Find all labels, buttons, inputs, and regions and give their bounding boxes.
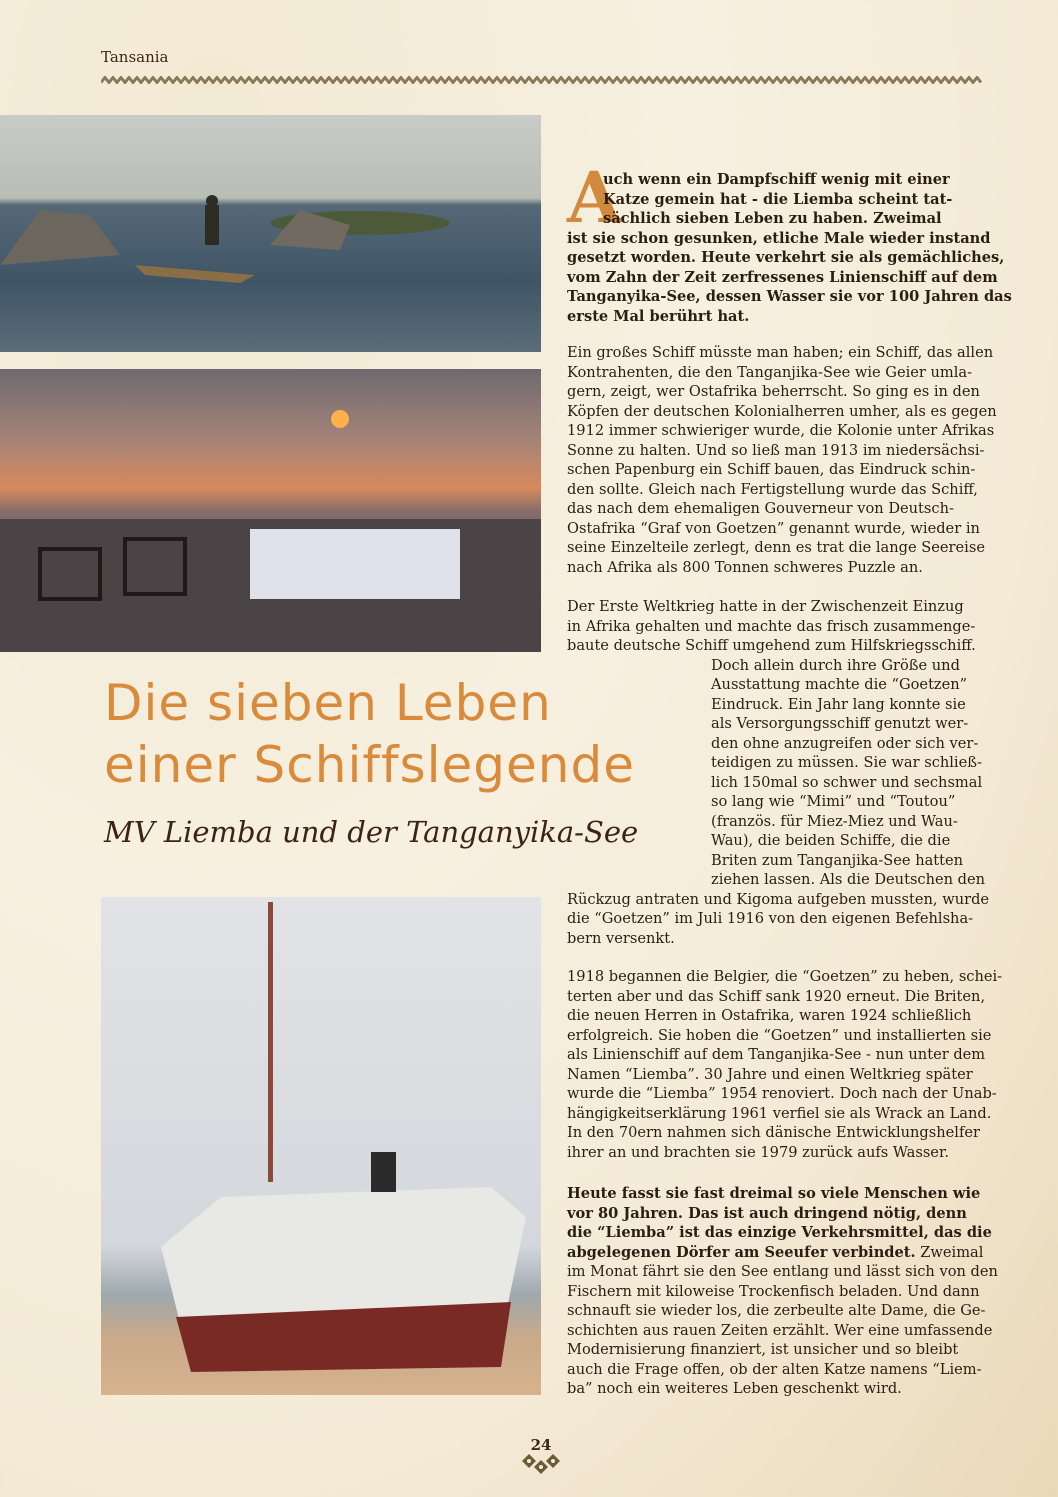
text-line: Briten zum Tanganjika-See hatten (711, 851, 964, 869)
text-line: bern versenkt. (567, 929, 675, 947)
body-paragraph-3 (567, 967, 1003, 1162)
text-line: als Versorgungsschiff genutzt wer- (711, 715, 969, 732)
text-line: vom Zahn der Zeit zerfressenes Linienschiff auf dem (567, 268, 998, 286)
page-number: 24 (530, 1436, 552, 1454)
text-line: erfolgreich. Sie hoben die “Goetzen” und installierten sie (567, 1026, 992, 1044)
text-line: die “Goetzen” im Juli 1916 von den eigenen Befehlsha- (567, 910, 974, 927)
text-line: schnauft sie wieder los, die zerbeulte alte Dame, die Ge- (567, 1302, 986, 1319)
text: Zweimal (915, 1243, 984, 1261)
photo-canoe-on-lake (0, 115, 541, 352)
text-line: gesetzt worden. Heute verkehrt sie als gemächliches, (567, 249, 1005, 266)
article-title (104, 672, 635, 796)
text-line: den sollte. Gleich nach Fertigstellung wurde das Schiff, (567, 480, 978, 498)
text-line: Katze gemein hat - die Liemba scheint tat- (603, 190, 953, 208)
text-line: In den 70ern nahmen sich dänische Entwicklungshelfer (567, 1124, 980, 1141)
body-paragraph-1 (567, 343, 997, 577)
article-subtitle: MV Liemba und der Tanganyika-See (104, 815, 639, 849)
text-line: 1918 begannen die Belgier, die “Goetzen” zu heben, schei- (567, 968, 1003, 985)
body-paragraph-4 (567, 1184, 998, 1399)
text-line: Tanganyika-See, dessen Wasser sie vor 100 Jahren das (567, 288, 1012, 305)
text-line: Sonne zu halten. Und so ließ man 1913 im niedersächsi- (567, 441, 985, 459)
text-line: seine Einzelteile zerlegt, denn es trat die lange Seereise (567, 539, 985, 556)
text-line: ist sie schon gesunken, etliche Male wieder instand (567, 229, 991, 247)
text-line: Modernisierung finanziert, ist unsicher und so bleibt (567, 1341, 959, 1358)
diamond-ornament-icon (520, 1453, 564, 1475)
text-line: Ostafrika “Graf von Goetzen” genannt wurde, wieder in (567, 519, 980, 537)
text-line: uch wenn ein Dampfschiff wenig mit einer (603, 171, 950, 188)
text-line: den ohne anzugreifen oder sich ver- (711, 734, 979, 752)
lead-paragraph (567, 156, 1012, 326)
title-line: einer Schiffslegende (104, 736, 635, 794)
text-line: im Monat fährt sie den See entlang und lässt sich von den (567, 1263, 998, 1280)
text-line: gern, zeigt, wer Ostafrika beherrscht. So ging es in den (567, 383, 980, 400)
text-line: Namen “Liemba”. 30 Jahre und einen Weltkrieg später (567, 1065, 973, 1083)
bold-text: abgelegenen Dörfer am Seeufer verbindet. (567, 1243, 916, 1261)
text-line: Heute fasst sie fast dreimal so viele Menschen wie (567, 1185, 981, 1202)
text-line: 1912 immer schwieriger wurde, die Kolonie unter Afrikas (567, 422, 995, 439)
text-line: Köpfen der deutschen Kolonialherren umher, als es gegen (567, 402, 997, 420)
text-line: (französ. für Miez-Miez und Wau- (711, 812, 958, 830)
text-line: Der Erste Weltkrieg hatte in der Zwischenzeit Einzug (567, 598, 964, 615)
text-line (567, 1243, 987, 1263)
text-line: auch die Frage offen, ob der alten Katze namens “Liem- (567, 1360, 982, 1378)
text-line: vor 80 Jahren. Das ist auch dringend nötig, denn (567, 1204, 967, 1222)
zigzag-divider (101, 76, 983, 84)
photo-mv-liemba-ship (101, 897, 541, 1395)
text-line: schichten aus rauen Zeiten erzählt. Wer eine umfassende (567, 1321, 993, 1339)
text-line: ihrer an und brachten sie 1979 zurück aufs Wasser. (567, 1143, 949, 1161)
text-line: Ausstattung machte die “Goetzen” (711, 676, 968, 693)
text-line: baute deutsche Schiff umgehend zum Hilfskriegsschiff. (567, 637, 976, 654)
text-line: sächlich sieben Leben zu haben. Zweimal (603, 210, 942, 227)
text-line: die “Liemba” ist das einzige Verkehrsmittel, das die (567, 1224, 992, 1241)
text-line: hängigkeitserklärung 1961 verfiel sie als Wrack an Land. (567, 1104, 992, 1122)
text-line: teidigen zu müssen. Sie war schließ- (711, 754, 982, 771)
text-line: lich 150mal so schwer und sechsmal (711, 773, 983, 791)
text-line: Ein großes Schiff müsste man haben; ein Schiff, das allen (567, 344, 994, 361)
text-line: wurde die “Liemba” 1954 renoviert. Doch nach der Unab- (567, 1085, 997, 1102)
photo-sunset-dinner-table (0, 369, 541, 652)
text-line: Eindruck. Ein Jahr lang konnte sie (711, 695, 966, 713)
text-line: ziehen lassen. Als die Deutschen den (711, 871, 986, 888)
title-line: Die sieben Leben (104, 674, 552, 732)
text-line: Wau), die beiden Schiffe, die die (711, 832, 951, 849)
text-line: schen Papenburg ein Schiff bauen, das Eindruck schin- (567, 461, 976, 478)
text-line: Kontrahenten, die den Tanganjika-See wie Geier umla- (567, 363, 973, 381)
text-line: ba” noch ein weiteres Leben geschenkt wird. (567, 1380, 902, 1397)
text-line: in Afrika gehalten und machte das frisch zusammenge- (567, 617, 976, 635)
text-line: Rückzug antraten und Kigoma aufgeben mussten, wurde (567, 890, 990, 908)
text-line: erste Mal berührt hat. (567, 307, 750, 325)
text-line: die neuen Herren in Ostafrika, waren 1924 schließlich (567, 1007, 972, 1024)
section-label: Tansania (101, 48, 169, 66)
text-line: nach Afrika als 800 Tonnen schweres Puzzle an. (567, 558, 923, 576)
text-line: Fischern mit kiloweise Trockenfisch beladen. Und dann (567, 1282, 980, 1300)
text-line: als Linienschiff auf dem Tanganjika-See - nun unter dem (567, 1046, 986, 1063)
text-line: so lang wie “Mimi” und “Toutou” (711, 793, 956, 810)
text-line: terten aber und das Schiff sank 1920 erneut. Die Briten, (567, 987, 986, 1005)
text-line: das nach dem ehemaligen Gouverneur von Deutsch- (567, 500, 954, 517)
drop-cap: A (567, 156, 622, 239)
text-line: Doch allein durch ihre Größe und (711, 656, 960, 674)
